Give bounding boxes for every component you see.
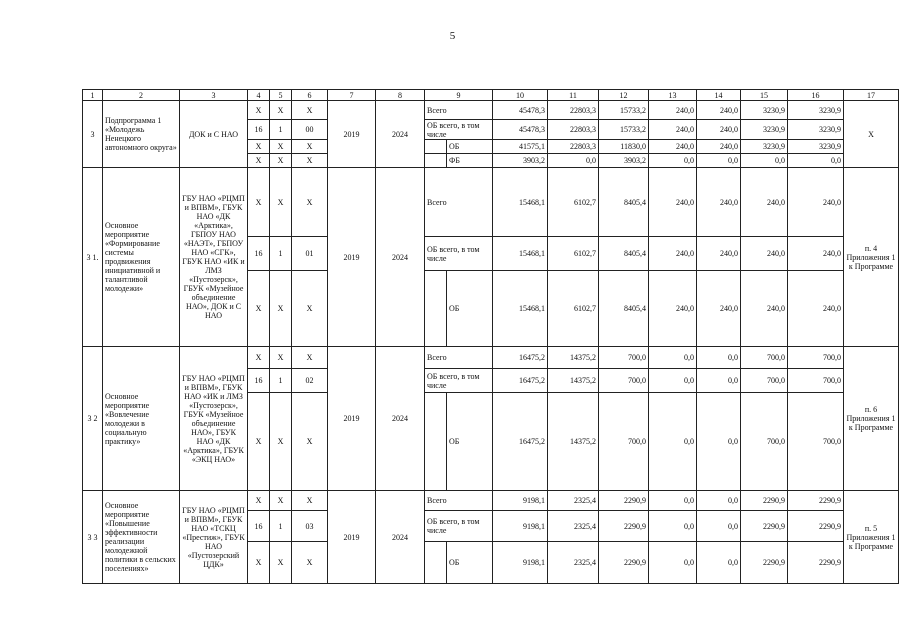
code-cell: Х <box>292 542 328 584</box>
code-cell: Х <box>292 101 328 120</box>
col-header: 17 <box>844 90 899 101</box>
col-header: 7 <box>328 90 376 101</box>
value-cell: 0,0 <box>649 491 697 511</box>
code-cell: Х <box>270 271 292 347</box>
funding-source: ОБ <box>447 542 493 584</box>
code-cell: Х <box>292 347 328 369</box>
value-cell: 2290,9 <box>599 542 649 584</box>
executor: ГБУ НАО «РЦМП и ВПВМ», ГБУК НАО «ТСКЦ «Престиж», ГБУК НАО «Пустозерский ЦДК» <box>180 491 248 584</box>
value-cell: 16475,2 <box>493 393 548 491</box>
value-cell: 2325,4 <box>548 511 599 542</box>
value-cell: 240,0 <box>741 271 788 347</box>
funding-source: ОБ <box>447 271 493 347</box>
funding-source: ОБ всего, в том числе <box>425 120 493 140</box>
value-cell: 2290,9 <box>788 511 844 542</box>
value-cell: 240,0 <box>649 140 697 154</box>
col-header: 16 <box>788 90 844 101</box>
value-cell: 2290,9 <box>741 542 788 584</box>
table-row <box>83 101 899 120</box>
program-name: Подпрограмма 1 «Молодежь Ненецкого автономного округа» <box>103 101 180 168</box>
code-cell: 16 <box>248 120 270 140</box>
code-cell: 00 <box>292 120 328 140</box>
value-cell: 0,0 <box>697 347 741 369</box>
year-end: 2024 <box>376 347 425 491</box>
value-cell: 0,0 <box>697 542 741 584</box>
value-cell: 240,0 <box>788 168 844 237</box>
funding-source: Всего <box>425 491 493 511</box>
value-cell: 11830,0 <box>599 140 649 154</box>
value-cell: 240,0 <box>788 237 844 271</box>
value-cell: 22803,3 <box>548 120 599 140</box>
year-start: 2019 <box>328 491 376 584</box>
value-cell: 0,0 <box>649 369 697 393</box>
value-cell: 41575,1 <box>493 140 548 154</box>
value-cell: 2290,9 <box>788 491 844 511</box>
code-cell: Х <box>248 491 270 511</box>
code-cell: Х <box>248 393 270 491</box>
value-cell: 0,0 <box>697 393 741 491</box>
code-cell: Х <box>248 154 270 168</box>
value-cell: 700,0 <box>741 393 788 491</box>
funding-source: Всего <box>425 168 493 237</box>
row-number: 3 <box>83 101 103 168</box>
value-cell: 2290,9 <box>599 491 649 511</box>
code-cell: 01 <box>292 237 328 271</box>
value-cell: 3230,9 <box>741 140 788 154</box>
col-header: 11 <box>548 90 599 101</box>
table-row <box>83 347 899 369</box>
value-cell: 700,0 <box>599 369 649 393</box>
code-cell: Х <box>270 347 292 369</box>
code-cell: Х <box>292 491 328 511</box>
code-cell: 03 <box>292 511 328 542</box>
value-cell: 14375,2 <box>548 393 599 491</box>
value-cell: 240,0 <box>697 101 741 120</box>
executor: ДОК и С НАО <box>180 101 248 168</box>
note: п. 5 Приложения 1 к Программе <box>844 491 899 584</box>
funding-source: Всего <box>425 347 493 369</box>
row-number: 3 2 <box>83 347 103 491</box>
value-cell: 3230,9 <box>788 120 844 140</box>
value-cell: 240,0 <box>697 271 741 347</box>
col-header: 6 <box>292 90 328 101</box>
value-cell: 240,0 <box>649 271 697 347</box>
value-cell: 240,0 <box>788 271 844 347</box>
col-header: 5 <box>270 90 292 101</box>
code-cell: Х <box>248 347 270 369</box>
col-header: 10 <box>493 90 548 101</box>
value-cell: 3230,9 <box>788 101 844 120</box>
value-cell: 3230,9 <box>788 140 844 154</box>
value-cell: 240,0 <box>649 168 697 237</box>
value-cell: 240,0 <box>697 237 741 271</box>
code-cell: 16 <box>248 237 270 271</box>
value-cell: 15468,1 <box>493 168 548 237</box>
value-cell: 15733,2 <box>599 101 649 120</box>
year-start: 2019 <box>328 347 376 491</box>
note: п. 4 Приложения 1 к Программе <box>844 168 899 347</box>
code-cell: 1 <box>270 120 292 140</box>
funding-source: ОБ всего, в том числе <box>425 369 493 393</box>
value-cell: 15733,2 <box>599 120 649 140</box>
note: Х <box>844 101 899 168</box>
value-cell: 0,0 <box>649 511 697 542</box>
value-cell: 700,0 <box>788 347 844 369</box>
code-cell: Х <box>270 101 292 120</box>
code-cell: Х <box>292 393 328 491</box>
value-cell: 2325,4 <box>548 491 599 511</box>
value-cell: 14375,2 <box>548 369 599 393</box>
col-header: 8 <box>376 90 425 101</box>
code-cell: Х <box>270 393 292 491</box>
code-cell: Х <box>292 271 328 347</box>
funding-source: ОБ всего, в том числе <box>425 511 493 542</box>
value-cell: 240,0 <box>649 237 697 271</box>
funding-source: ОБ <box>447 140 493 154</box>
value-cell: 22803,3 <box>548 140 599 154</box>
value-cell: 3903,2 <box>599 154 649 168</box>
code-cell: 1 <box>270 237 292 271</box>
value-cell: 6102,7 <box>548 168 599 237</box>
value-cell: 9198,1 <box>493 511 548 542</box>
table-row <box>83 168 899 237</box>
note: п. 6 Приложения 1 к Программе <box>844 347 899 491</box>
value-cell: 700,0 <box>788 369 844 393</box>
value-cell: 0,0 <box>741 154 788 168</box>
budget-table <box>82 89 899 584</box>
code-cell: Х <box>292 154 328 168</box>
row-number: 3 3 <box>83 491 103 584</box>
value-cell: 3230,9 <box>741 120 788 140</box>
code-cell: Х <box>270 140 292 154</box>
code-cell: Х <box>292 140 328 154</box>
value-cell: 0,0 <box>788 154 844 168</box>
value-cell: 240,0 <box>741 237 788 271</box>
year-start: 2019 <box>328 168 376 347</box>
funding-source: ОБ всего, в том числе <box>425 237 493 271</box>
funding-source: Всего <box>425 101 493 120</box>
value-cell: 700,0 <box>741 347 788 369</box>
code-cell: Х <box>248 542 270 584</box>
value-cell: 0,0 <box>649 347 697 369</box>
year-end: 2024 <box>376 491 425 584</box>
col-header: 9 <box>425 90 493 101</box>
col-header: 13 <box>649 90 697 101</box>
value-cell: 0,0 <box>649 393 697 491</box>
value-cell: 3230,9 <box>741 101 788 120</box>
code-cell: Х <box>270 168 292 237</box>
value-cell: 6102,7 <box>548 237 599 271</box>
col-header: 15 <box>741 90 788 101</box>
value-cell: 8405,4 <box>599 168 649 237</box>
col-header: 14 <box>697 90 741 101</box>
value-cell: 45478,3 <box>493 120 548 140</box>
code-cell: Х <box>248 101 270 120</box>
executor: ГБУ НАО «РЦМП и ВПВМ», ГБУК НАО «ДК «Арктика», ГБПОУ НАО «НАЭТ», ГБПОУ НАО «СГК», ГБУК НАО «ИК и ЛМЗ «Пустозерск», ГБУК «Музейное объединение НАО», ДОК и С НАО <box>180 168 248 347</box>
value-cell: 700,0 <box>741 369 788 393</box>
value-cell: 700,0 <box>788 393 844 491</box>
value-cell: 6102,7 <box>548 271 599 347</box>
value-cell: 240,0 <box>649 120 697 140</box>
value-cell: 240,0 <box>697 120 741 140</box>
page-number: 5 <box>449 30 456 42</box>
code-cell: Х <box>270 542 292 584</box>
value-cell: 240,0 <box>697 140 741 154</box>
value-cell: 0,0 <box>548 154 599 168</box>
value-cell: 16475,2 <box>493 369 548 393</box>
code-cell: Х <box>270 491 292 511</box>
value-cell: 15468,1 <box>493 237 548 271</box>
value-cell: 0,0 <box>697 154 741 168</box>
value-cell: 9198,1 <box>493 491 548 511</box>
col-header: 2 <box>103 90 180 101</box>
value-cell: 22803,3 <box>548 101 599 120</box>
value-cell: 45478,3 <box>493 101 548 120</box>
value-cell: 700,0 <box>599 393 649 491</box>
program-name: Основное мероприятие «Формирование системы продвижения инициативной и талантливой молодежи» <box>103 168 180 347</box>
value-cell: 0,0 <box>649 542 697 584</box>
code-cell: 1 <box>270 369 292 393</box>
value-cell: 700,0 <box>599 347 649 369</box>
value-cell: 8405,4 <box>599 237 649 271</box>
value-cell: 2290,9 <box>741 511 788 542</box>
value-cell: 0,0 <box>649 154 697 168</box>
value-cell: 240,0 <box>649 101 697 120</box>
row-number: 3 1. <box>83 168 103 347</box>
col-header: 3 <box>180 90 248 101</box>
value-cell: 16475,2 <box>493 347 548 369</box>
code-cell: Х <box>248 140 270 154</box>
col-header: 4 <box>248 90 270 101</box>
value-cell: 15468,1 <box>493 271 548 347</box>
program-name: Основное мероприятие «Повышение эффективности реализации молодежной политики в сельских поселениях» <box>103 491 180 584</box>
value-cell: 2290,9 <box>741 491 788 511</box>
code-cell: Х <box>248 271 270 347</box>
code-cell: Х <box>292 168 328 237</box>
code-cell: Х <box>270 154 292 168</box>
value-cell: 2290,9 <box>788 542 844 584</box>
value-cell: 8405,4 <box>599 271 649 347</box>
column-number-row <box>83 90 899 101</box>
code-cell: 16 <box>248 511 270 542</box>
year-start: 2019 <box>328 101 376 168</box>
code-cell: 02 <box>292 369 328 393</box>
table-row <box>83 491 899 511</box>
program-name: Основное мероприятие «Вовлечение молодежи в социальную практику» <box>103 347 180 491</box>
code-cell: 1 <box>270 511 292 542</box>
value-cell: 0,0 <box>697 511 741 542</box>
year-end: 2024 <box>376 101 425 168</box>
year-end: 2024 <box>376 168 425 347</box>
code-cell: 16 <box>248 369 270 393</box>
executor: ГБУ НАО «РЦМП и ВПВМ», ГБУК НАО «ИК и ЛМЗ «Пустозерск», ГБУК «Музейное объединение НАО», ГБУК НАО «ДК «Арктика», ГБУК «ЭКЦ НАО» <box>180 347 248 491</box>
value-cell: 0,0 <box>697 491 741 511</box>
funding-source: ФБ <box>447 154 493 168</box>
col-header: 12 <box>599 90 649 101</box>
value-cell: 2325,4 <box>548 542 599 584</box>
value-cell: 0,0 <box>697 369 741 393</box>
value-cell: 3903,2 <box>493 154 548 168</box>
value-cell: 9198,1 <box>493 542 548 584</box>
value-cell: 2290,9 <box>599 511 649 542</box>
col-header: 1 <box>83 90 103 101</box>
value-cell: 14375,2 <box>548 347 599 369</box>
funding-source: ОБ <box>447 393 493 491</box>
code-cell: Х <box>248 168 270 237</box>
value-cell: 240,0 <box>697 168 741 237</box>
value-cell: 240,0 <box>741 168 788 237</box>
